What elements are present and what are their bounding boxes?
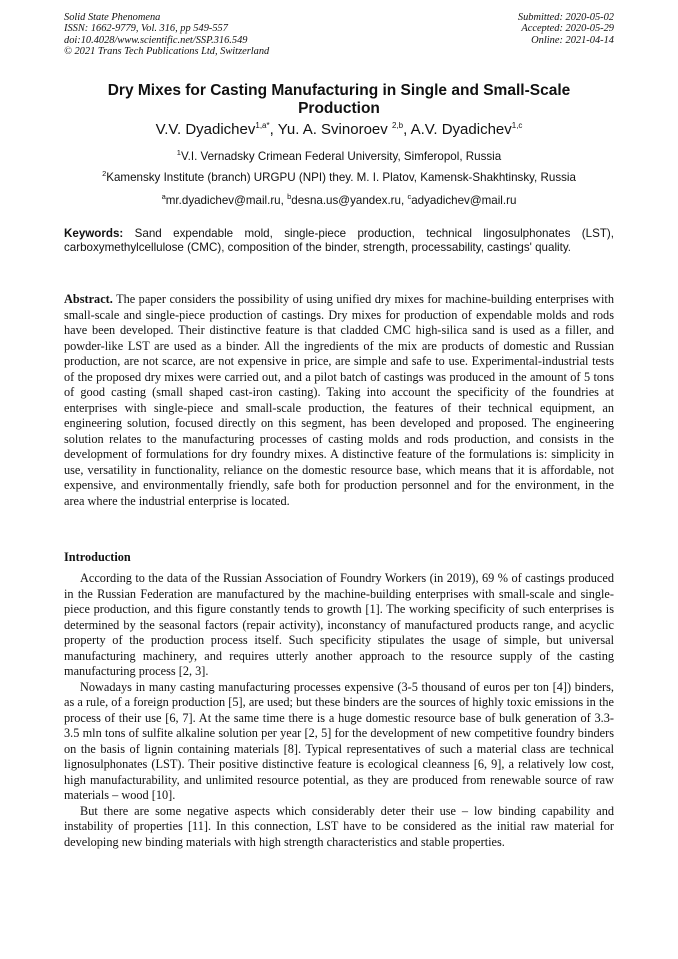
paragraph: Nowadays in many casting manufacturing processes expensive (3-5 thousand of euros per ton [4]) binders, as a rule, of a foreign production [5], are used; but these binders are the sources of highly toxic emissions in the process of their use [6, 7]. At the same time there is a huge domestic resource base of bulk generation of 3.3-3.5 mln tons of sulfite alkaline solution per year [2, 5] for the development of new competitive foundry binders on the basis of lignin containing materials [8]. Typical representatives of such a material class are technical lignosulphonates (LST). Their positive distinctive feature is ecological cleanness [6, 9], a relatively low cost, high manufacturability, and unlimited resource potential, as they are produced from renewable source of raw materials – wood [10]. bbox=[64, 679, 614, 802]
email-link[interactable]: adyadichev@mail.ru bbox=[411, 194, 517, 207]
affiliation-text: V.I. Vernadsky Crimean Federal University, Simferopol, Russia bbox=[180, 150, 502, 163]
introduction-body bbox=[64, 571, 614, 850]
email-superscript: c bbox=[407, 192, 412, 201]
author-list: V.V. Dyadichev$^{1,a*}$, Yu. A. Svinoroev $^{2,b}$, A.V. Dyadichev$^{1,c}$ bbox=[155, 121, 523, 138]
paper-title: Dry Mixes for Casting Manufacturing in Single and Small-Scale Production bbox=[107, 82, 571, 117]
abstract-text: The paper considers the possibility of using unified dry mixes for machine-building enterprises with small-scale and single-piece production of castings. Dry mixes for production of expendable molds and rods have been developed. Their distinctive feature is that cladded CMC high-silica sand is used as a filler, and powder-like LST are used as a binder. All the ingredients of the mix are products of domestic and Russian production, are not scarce, are not expensive in price, are simple and safe to use. Experimental-industrial tests of the proposed dry mixes were carried out, and a pilot batch of castings was produced in the amount of 5 tons of good casting (small shaped cast-iron casting). Taking into account the specificity of the foundries at enterprises with single-piece and small-scale production, the features of their technical equipment, an engineering solution, focused directly on this segment, has been developed and proposed. The engineering solution relates to the manufacturing processes of casting molds and rods production, and consists in the development of formulations for dry foundry mixes. A distinctive feature of the formulations is: simplicity in use, versatility in functionality, reliance on the domestic resource base, which means that it is affordable, not expensive, and environmentally friendly, safe both for production personnel and for the environment, in the area where the industrial enterprise is located. bbox=[64, 292, 614, 508]
email-superscript: b bbox=[287, 192, 292, 201]
author-superscript: 1,c bbox=[511, 121, 523, 130]
author-name: A.V. Dyadichev bbox=[410, 121, 512, 138]
introduction-heading: Introduction bbox=[64, 550, 131, 564]
abstract-label: Abstract. bbox=[64, 292, 113, 306]
affiliation-1 bbox=[0, 150, 678, 164]
issn-line: ISSN: 1662-9779, Vol. 316, pp 549-557 bbox=[64, 23, 228, 35]
accepted-date: Accepted: 2020-05-29 bbox=[521, 23, 614, 35]
abstract-section bbox=[64, 292, 614, 509]
affiliation-superscript: 2 bbox=[102, 169, 107, 178]
journal-name: Solid State Phenomena bbox=[64, 12, 161, 23]
online-date: Online: 2021-04-14 bbox=[531, 34, 614, 46]
author-superscript: 2,b bbox=[391, 121, 404, 130]
author-name: Yu. A. Svinoroev bbox=[277, 121, 388, 138]
affiliation-superscript: 1 bbox=[176, 148, 181, 157]
keywords-text: Sand expendable mold, single-piece production, technical lingosulphonates (LST), carboxymethylcellulose (CMC), composition of the binder, strength, processability, castings' quality. bbox=[64, 227, 614, 255]
paragraph: According to the data of the Russian Association of Foundry Workers (in 2019), 69 % of castings produced in the Russian Federation are manufactured by the machine-building enterprises with small-scale and single-piece production, and this figure constantly tends to growth [1]. The working specificity of such enterprises is determined by the seasonal factors (repair activity), inconstancy of manufactured products range, and acyclic property of the production process itself. Such specificity stipulates the usage of simple, but universal manufacturing machinery, and requires utterly another approach to the resource supply of the casting manufacturing process [2, 3]. bbox=[64, 571, 614, 678]
submitted-date: Submitted: 2020-05-02 bbox=[517, 12, 614, 23]
email-superscript: a bbox=[161, 192, 166, 201]
author-emails bbox=[0, 194, 678, 208]
keywords-section bbox=[64, 227, 614, 256]
keywords-label: Keywords: bbox=[64, 227, 124, 240]
author-name: V.V. Dyadichev bbox=[155, 121, 256, 138]
affiliation-text: Kamensky Institute (branch) URGPU (NPI) they. M. I. Platov, Kamensk-Shakhtinsky, Russia bbox=[106, 171, 576, 184]
email-link[interactable]: mr.dyadichev@mail.ru, bbox=[165, 194, 288, 207]
paragraph: But there are some negative aspects which considerably deter their use – low binding capability and instability of properties [11]. In this connection, LST have to be considered as the initial raw material for developing new binding materials with high strength characteristics and stable properties. bbox=[64, 803, 614, 849]
doi-line[interactable]: doi:10.4028/www.scientific.net/SSP.316.549 bbox=[64, 34, 248, 46]
affiliation-2 bbox=[0, 171, 678, 185]
publication-dates bbox=[518, 12, 614, 46]
copyright-line: © 2021 Trans Tech Publications Ltd, Switzerland bbox=[64, 45, 270, 57]
journal-info bbox=[64, 12, 269, 57]
email-link[interactable]: desna.us@yandex.ru, bbox=[291, 194, 408, 207]
author-superscript: 1,a* bbox=[255, 121, 270, 130]
